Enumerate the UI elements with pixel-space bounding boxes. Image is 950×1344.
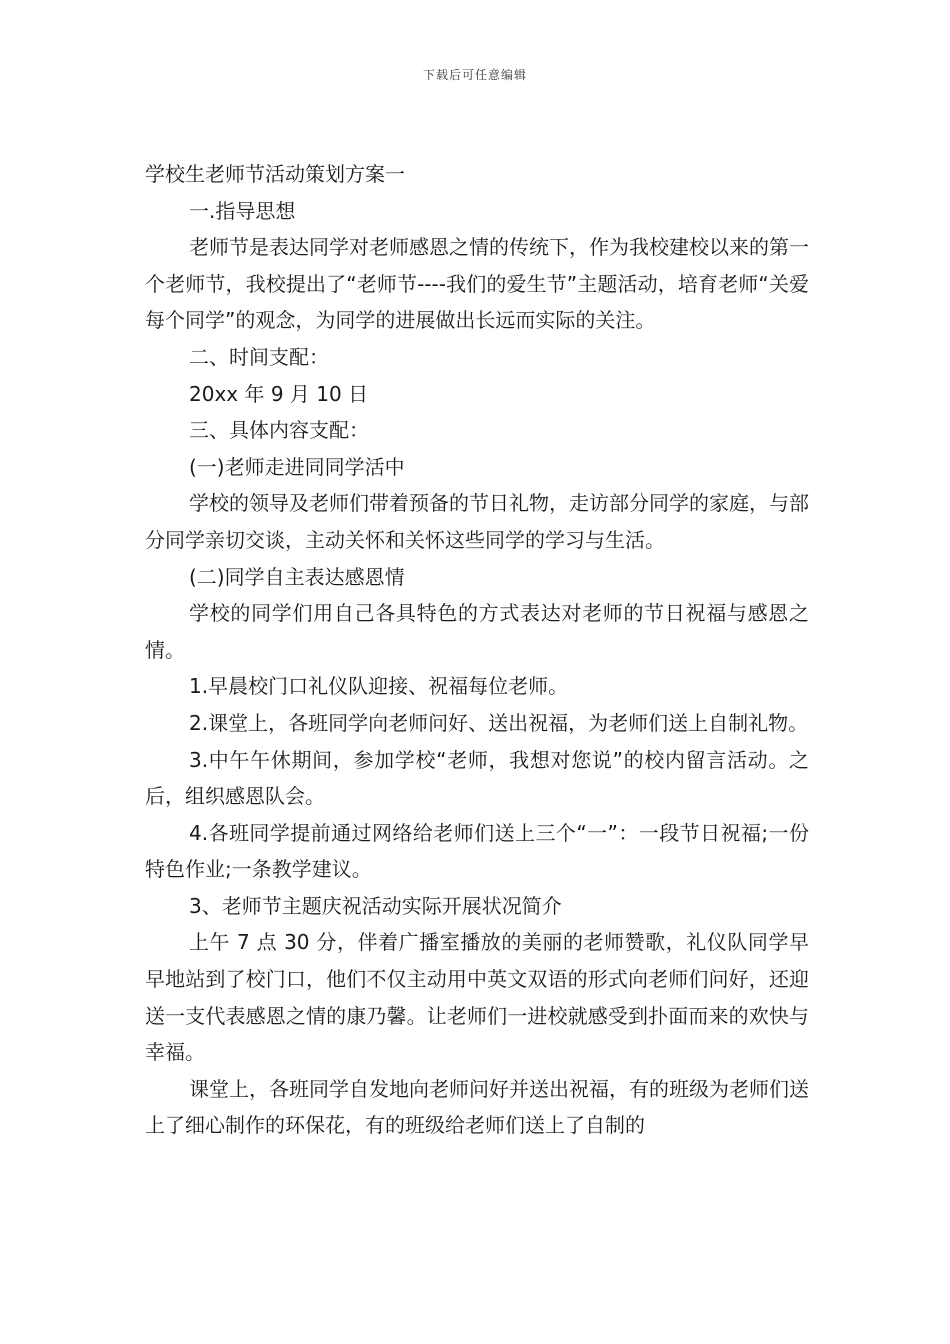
body-paragraph: 3、老师节主题庆祝活动实际开展状况简介 [189, 893, 562, 918]
body-paragraph: 4.各班同学提前通过网络给老师们送上三个“一”：一段节日祝福;一份特色作业;一条教学建议。 [145, 820, 809, 882]
body-paragraph: 2.课堂上，各班同学向老师问好、送出祝福，为老师们送上自制礼物。 [189, 710, 809, 735]
body-paragraph: (二)同学自主表达感恩情 [189, 564, 405, 589]
body-paragraph: (一)老师走进同同学活中 [189, 454, 405, 479]
body-paragraph: 三、具体内容支配： [189, 418, 369, 443]
body-paragraph: 3.中午午休期间，参加学校“老师，我想对您说”的校内留言活动。之后，组织感恩队会。 [145, 747, 809, 809]
body-paragraph: 课堂上，各班同学自发地向老师问好并送出祝福，有的班级为老师们送上了细心制作的环保花，有的班级给老师们送上了自制的 [145, 1076, 809, 1138]
body-paragraph: 上午 7 点 30 分，伴着广播室播放的美丽的老师赞歌，礼仪队同学早早地站到了校门口，他们不仅主动用中英文双语的形式向老师们问好，还迎送一支代表感恩之情的康乃馨。让老师们一进校就感受到扑面而来的欢快与幸福。 [145, 930, 809, 1065]
body-paragraph: 老师节是表达同学对老师感恩之情的传统下，作为我校建校以来的第一个老师节，我校提出了“老师节----我们的爱生节”主题活动，培育老师“关爱每个同学”的观念，为同学的进展做出长远而实际的关注。 [145, 235, 809, 333]
body-paragraph: 学校的同学们用自己各具特色的方式表达对老师的节日祝福与感恩之情。 [145, 601, 809, 662]
document-title: 学校生老师节活动策划方案一 [145, 162, 405, 186]
document-body [145, 156, 809, 1144]
body-paragraph: 20xx 年 9 月 10 日 [189, 381, 369, 406]
body-paragraph: 一.指导思想 [189, 198, 296, 223]
body-paragraph: 1.早晨校门口礼仪队迎接、祝福每位老师。 [189, 674, 569, 699]
header-note: 下载后可任意编辑 [422, 68, 527, 82]
body-paragraph: 二、时间支配： [189, 344, 329, 369]
body-paragraph: 学校的领导及老师们带着预备的节日礼物，走访部分同学的家庭，与部分同学亲切交谈，主动关怀和关怀这些同学的学习与生活。 [145, 491, 809, 552]
